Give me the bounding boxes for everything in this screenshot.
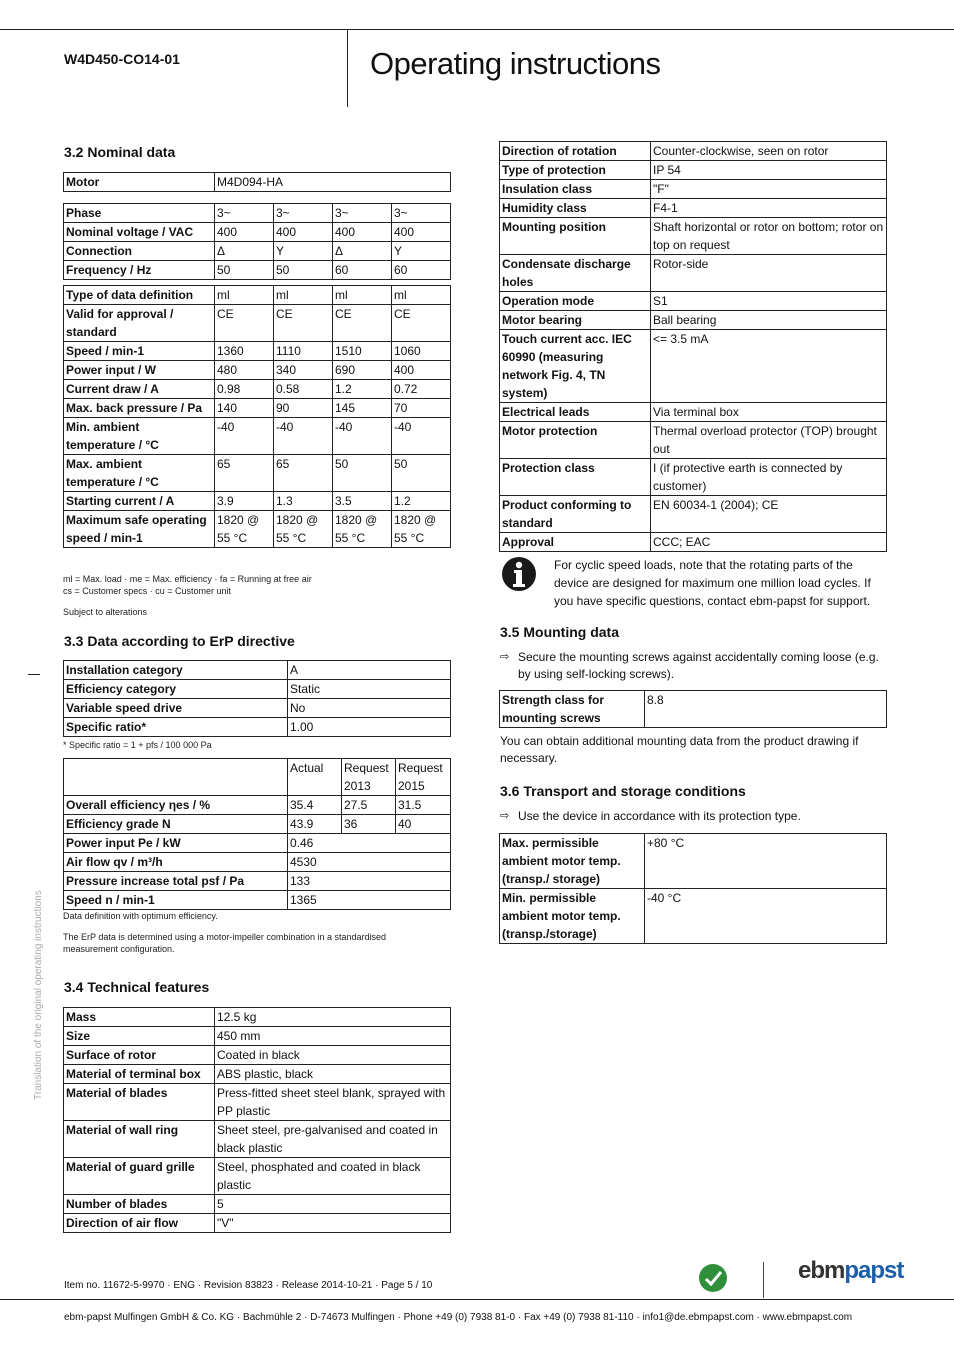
row-value: 8.8 — [645, 691, 887, 728]
row-value: 1365 — [288, 891, 451, 910]
table-row — [64, 891, 451, 910]
row-value: 3~ — [392, 204, 451, 223]
ebmpapst-logo: ebmpapst — [798, 1257, 904, 1284]
row-label: Motor protection — [500, 422, 651, 459]
technical-table-2 — [499, 141, 887, 552]
header-divider — [347, 29, 348, 107]
row-value: F4-1 — [651, 199, 887, 218]
row-value: 1820 @ 55 °C — [333, 511, 392, 548]
row-value: 60 — [333, 261, 392, 280]
row-value: 400 — [333, 223, 392, 242]
transport-instruction-text: Use the device in accordance with its protection type. — [518, 809, 801, 823]
motor-label: Motor — [64, 173, 215, 192]
table-row — [64, 661, 451, 680]
row-value: 43.9 — [288, 815, 342, 834]
table-row — [64, 342, 451, 361]
table-row — [64, 1084, 451, 1121]
footer-logo-divider — [763, 1262, 764, 1298]
table-row — [500, 889, 887, 944]
legend-line-1: ml = Max. load · me = Max. efficiency · fa = Running at free air — [63, 574, 312, 584]
nominal-heading: 3.2 Nominal data — [64, 144, 176, 160]
table-row — [64, 361, 451, 380]
table-row — [500, 691, 887, 728]
row-value: 65 — [274, 455, 333, 492]
row-value: Counter-clockwise, seen on rotor — [651, 142, 887, 161]
row-value: Static — [288, 680, 451, 699]
table-row — [64, 699, 451, 718]
row-label: Mass — [64, 1008, 215, 1027]
row-value: 140 — [215, 399, 274, 418]
mounting-heading: 3.5 Mounting data — [500, 624, 619, 640]
row-value: 400 — [392, 223, 451, 242]
row-label: Material of blades — [64, 1084, 215, 1121]
margin-tick — [28, 674, 40, 675]
row-label: Max. ambient temperature / °C — [64, 455, 215, 492]
technical-table-body — [64, 1008, 451, 1233]
row-value: 480 — [215, 361, 274, 380]
row-value: Δ — [333, 242, 392, 261]
row-label: Number of blades — [64, 1195, 215, 1214]
table-row — [500, 292, 887, 311]
row-value: +80 °C — [645, 834, 887, 889]
table-row — [64, 853, 451, 872]
row-label: Power input Pe / kW — [64, 834, 288, 853]
mounting-note: You can obtain additional mounting data from the product drawing if necessary. — [500, 734, 859, 765]
row-label: Strength class for mounting screws — [500, 691, 645, 728]
row-value: EN 60034-1 (2004); CE — [651, 496, 887, 533]
row-value: Sheet steel, pre-galvanised and coated in black plastic — [215, 1121, 451, 1158]
table-row — [500, 311, 887, 330]
table-row — [500, 330, 887, 403]
row-value: 400 — [392, 361, 451, 380]
info-icon — [499, 556, 542, 594]
row-label: Approval — [500, 533, 651, 552]
row-value: 1110 — [274, 342, 333, 361]
row-value: -40 — [333, 418, 392, 455]
row-label: Speed / min-1 — [64, 342, 215, 361]
row-label: Speed n / min-1 — [64, 891, 288, 910]
row-value: 50 — [274, 261, 333, 280]
erp-note-2: The ErP data is determined using a motor-impeller combination in a standardised measurement configuration. — [63, 932, 387, 954]
row-value: "F" — [651, 180, 887, 199]
row-value: 60 — [392, 261, 451, 280]
erp-table-1-body — [64, 661, 451, 737]
row-value: 1.3 — [274, 492, 333, 511]
table-row — [500, 255, 887, 292]
row-value: No — [288, 699, 451, 718]
column-header: Request 2015 — [396, 759, 451, 796]
arrow-icon: ⇨ — [500, 651, 510, 663]
table-row — [500, 422, 887, 459]
transport-table-body — [500, 834, 887, 944]
row-value: CE — [274, 305, 333, 342]
row-value: 3~ — [215, 204, 274, 223]
row-value: 1820 @ 55 °C — [215, 511, 274, 548]
table-row — [500, 834, 887, 889]
row-value: 340 — [274, 361, 333, 380]
side-note: Translation of the original operating instructions — [33, 890, 44, 1100]
column-header: Actual — [288, 759, 342, 796]
row-value: 5 — [215, 1195, 451, 1214]
row-value: S1 — [651, 292, 887, 311]
row-label: Size — [64, 1027, 215, 1046]
table-row — [64, 455, 451, 492]
technical-table-2-body — [500, 142, 887, 552]
table-row — [64, 492, 451, 511]
nominal-table-1-body — [64, 204, 451, 280]
row-value: 4530 — [288, 853, 451, 872]
nominal-table-1 — [63, 203, 451, 280]
table-row — [64, 418, 451, 455]
row-label: Electrical leads — [500, 403, 651, 422]
row-value: -40 — [392, 418, 451, 455]
row-label: Mounting position — [500, 218, 651, 255]
row-value: Thermal overload protector (TOP) brought out — [651, 422, 887, 459]
table-row — [500, 496, 887, 533]
row-label: Nominal voltage / VAC — [64, 223, 215, 242]
row-value: 450 mm — [215, 1027, 451, 1046]
mounting-instruction-text: Secure the mounting screws against accidentally coming loose (e.g. by using self-locking screws). — [518, 650, 879, 681]
row-value: CE — [333, 305, 392, 342]
row-value: 0.46 — [288, 834, 451, 853]
row-value: 0.58 — [274, 380, 333, 399]
row-value: 3.5 — [333, 492, 392, 511]
row-label: Efficiency category — [64, 680, 288, 699]
row-value: 27.5 — [342, 796, 396, 815]
row-label: Material of guard grille — [64, 1158, 215, 1195]
row-value: ml — [392, 286, 451, 305]
table-row — [64, 511, 451, 548]
row-label: Direction of rotation — [500, 142, 651, 161]
table-row — [500, 533, 887, 552]
table-row — [500, 199, 887, 218]
row-value: 12.5 kg — [215, 1008, 451, 1027]
row-label: Overall efficiency ηes / % — [64, 796, 288, 815]
info-text: For cyclic speed loads, note that the rotating parts of the device are designed for maximum one million load cycles. If you have specific questions, contact ebm-papst for support. — [554, 558, 871, 608]
table-row — [64, 872, 451, 891]
row-label: Direction of air flow — [64, 1214, 215, 1233]
header-blank — [64, 759, 288, 796]
transport-table — [499, 833, 887, 944]
row-value: -40 — [274, 418, 333, 455]
erp-table-1 — [63, 660, 451, 737]
row-value: 1.2 — [392, 492, 451, 511]
row-value: "V" — [215, 1214, 451, 1233]
technical-heading: 3.4 Technical features — [64, 979, 210, 995]
table-row — [64, 759, 451, 796]
row-label: Product conforming to standard — [500, 496, 651, 533]
table-row — [64, 261, 451, 280]
row-value: Rotor-side — [651, 255, 887, 292]
row-value: 1510 — [333, 342, 392, 361]
row-value: 40 — [396, 815, 451, 834]
row-value: Coated in black — [215, 1046, 451, 1065]
row-value: 0.72 — [392, 380, 451, 399]
row-value: Y — [274, 242, 333, 261]
table-row — [64, 1158, 451, 1195]
row-label: Type of data definition — [64, 286, 215, 305]
row-value: 36 — [342, 815, 396, 834]
legend-line-2: cs = Customer specs · cu = Customer unit — [63, 586, 232, 596]
table-row — [64, 1008, 451, 1027]
row-label: Starting current / A — [64, 492, 215, 511]
row-value: 1.00 — [288, 718, 451, 737]
row-label: Connection — [64, 242, 215, 261]
row-label: Valid for approval / standard — [64, 305, 215, 342]
table-row — [500, 403, 887, 422]
row-value: 400 — [274, 223, 333, 242]
table-row — [64, 1046, 451, 1065]
row-value: 65 — [215, 455, 274, 492]
row-value: 1820 @ 55 °C — [392, 511, 451, 548]
specific-ratio-footnote: * Specific ratio = 1 + pfs / 100 000 Pa — [63, 740, 212, 750]
row-label: Touch current acc. IEC 60990 (measuring network Fig. 4, TN system) — [500, 330, 651, 403]
nominal-table-2-body — [64, 286, 451, 548]
row-value: 0.98 — [215, 380, 274, 399]
row-value: 50 — [392, 455, 451, 492]
row-label: Installation category — [64, 661, 288, 680]
column-header: Request 2013 — [342, 759, 396, 796]
row-value: 3.9 — [215, 492, 274, 511]
green-tech-badge — [697, 1262, 729, 1294]
table-row — [64, 1214, 451, 1233]
row-value: IP 54 — [651, 161, 887, 180]
row-value: ml — [274, 286, 333, 305]
row-value: A — [288, 661, 451, 680]
footer-item-info: Item no. 11672-5-9970 · ENG · Revision 83823 · Release 2014-10-21 · Page 5 / 10 — [64, 1280, 433, 1291]
technical-table — [63, 1007, 451, 1233]
row-value: 1820 @ 55 °C — [274, 511, 333, 548]
row-value: 70 — [392, 399, 451, 418]
row-value: 1060 — [392, 342, 451, 361]
motor-table — [63, 172, 451, 192]
row-label: Min. ambient temperature / °C — [64, 418, 215, 455]
mounting-instruction — [500, 649, 880, 685]
erp-note-1: Data definition with optimum efficiency. — [63, 911, 218, 921]
table-row — [64, 834, 451, 853]
row-value: 3~ — [274, 204, 333, 223]
row-value: Δ — [215, 242, 274, 261]
row-value: Press-fitted sheet steel blank, sprayed with PP plastic — [215, 1084, 451, 1121]
row-value: ml — [215, 286, 274, 305]
row-value: Ball bearing — [651, 311, 887, 330]
row-label: Current draw / A — [64, 380, 215, 399]
row-value: Shaft horizontal or rotor on bottom; rotor on top on request — [651, 218, 887, 255]
table-row — [64, 1027, 451, 1046]
row-value: I (if protective earth is connected by customer) — [651, 459, 887, 496]
row-value: 50 — [333, 455, 392, 492]
row-value: 400 — [215, 223, 274, 242]
row-value: Via terminal box — [651, 403, 887, 422]
table-row — [64, 286, 451, 305]
row-value: CCC; EAC — [651, 533, 887, 552]
row-value: 690 — [333, 361, 392, 380]
arrow-icon: ⇨ — [500, 810, 510, 822]
table-row — [64, 305, 451, 342]
subject-to-alterations: Subject to alterations — [63, 607, 148, 617]
row-label: Min. permissible ambient motor temp. (transp./storage) — [500, 889, 645, 944]
footer-rule — [0, 1299, 954, 1300]
row-value: 1360 — [215, 342, 274, 361]
row-value: Steel, phosphated and coated in black plastic — [215, 1158, 451, 1195]
row-value: ml — [333, 286, 392, 305]
table-row — [64, 380, 451, 399]
table-row — [500, 142, 887, 161]
row-label: Motor bearing — [500, 311, 651, 330]
row-value: 145 — [333, 399, 392, 418]
row-label: Maximum safe operating speed / min-1 — [64, 511, 215, 548]
row-label: Condensate discharge holes — [500, 255, 651, 292]
table-row — [64, 1195, 451, 1214]
motor-value: M4D094-HA — [215, 173, 451, 192]
page-title: Operating instructions — [370, 46, 661, 81]
row-label: Air flow qv / m³/h — [64, 853, 288, 872]
model-number: W4D450-CO14-01 — [64, 51, 180, 67]
row-value: 50 — [215, 261, 274, 280]
row-value: -40 °C — [645, 889, 887, 944]
table-row — [64, 242, 451, 261]
row-value: Y — [392, 242, 451, 261]
transport-instruction — [500, 808, 880, 826]
row-label: Pressure increase total psf / Pa — [64, 872, 288, 891]
table-row — [500, 161, 887, 180]
table-row — [64, 1121, 451, 1158]
row-label: Variable speed drive — [64, 699, 288, 718]
row-label: Type of protection — [500, 161, 651, 180]
row-value: ABS plastic, black — [215, 1065, 451, 1084]
row-label: Material of wall ring — [64, 1121, 215, 1158]
row-label: Phase — [64, 204, 215, 223]
row-label: Specific ratio* — [64, 718, 288, 737]
table-row — [64, 173, 451, 192]
row-label: Humidity class — [500, 199, 651, 218]
row-value: 31.5 — [396, 796, 451, 815]
row-value: 3~ — [333, 204, 392, 223]
table-row — [64, 815, 451, 834]
row-value: <= 3.5 mA — [651, 330, 887, 403]
erp-table-2-body — [64, 759, 451, 910]
row-label: Operation mode — [500, 292, 651, 311]
row-label: Surface of rotor — [64, 1046, 215, 1065]
header-top-rule — [0, 29, 954, 30]
table-row — [500, 218, 887, 255]
table-row — [64, 1065, 451, 1084]
row-value: CE — [215, 305, 274, 342]
row-label: Protection class — [500, 459, 651, 496]
row-label: Max. permissible ambient motor temp. (transp./ storage) — [500, 834, 645, 889]
erp-table-2 — [63, 758, 451, 910]
table-row — [64, 399, 451, 418]
table-row — [64, 223, 451, 242]
row-value: 90 — [274, 399, 333, 418]
row-value: 35.4 — [288, 796, 342, 815]
row-label: Frequency / Hz — [64, 261, 215, 280]
table-row — [64, 204, 451, 223]
transport-heading: 3.6 Transport and storage conditions — [500, 783, 746, 799]
footer-company: ebm-papst Mulfingen GmbH & Co. KG · Bachmühle 2 · D-74673 Mulfingen · Phone +49 (0) 7938 81-0 · Fax +49 (0) 7938 81-110 · info1@de.ebmpapst.com · www.ebmpapst.com — [64, 1312, 853, 1323]
nominal-table-2 — [63, 285, 451, 548]
table-row — [500, 459, 887, 496]
mounting-table — [499, 690, 887, 728]
row-label: Material of terminal box — [64, 1065, 215, 1084]
row-value: -40 — [215, 418, 274, 455]
table-row — [64, 680, 451, 699]
table-row — [500, 180, 887, 199]
row-value: 133 — [288, 872, 451, 891]
row-label: Efficiency grade N — [64, 815, 288, 834]
table-row — [64, 796, 451, 815]
row-value: 1.2 — [333, 380, 392, 399]
table-row — [64, 718, 451, 737]
row-label: Insulation class — [500, 180, 651, 199]
row-label: Max. back pressure / Pa — [64, 399, 215, 418]
row-label: Power input / W — [64, 361, 215, 380]
erp-heading: 3.3 Data according to ErP directive — [64, 633, 295, 649]
row-value: CE — [392, 305, 451, 342]
